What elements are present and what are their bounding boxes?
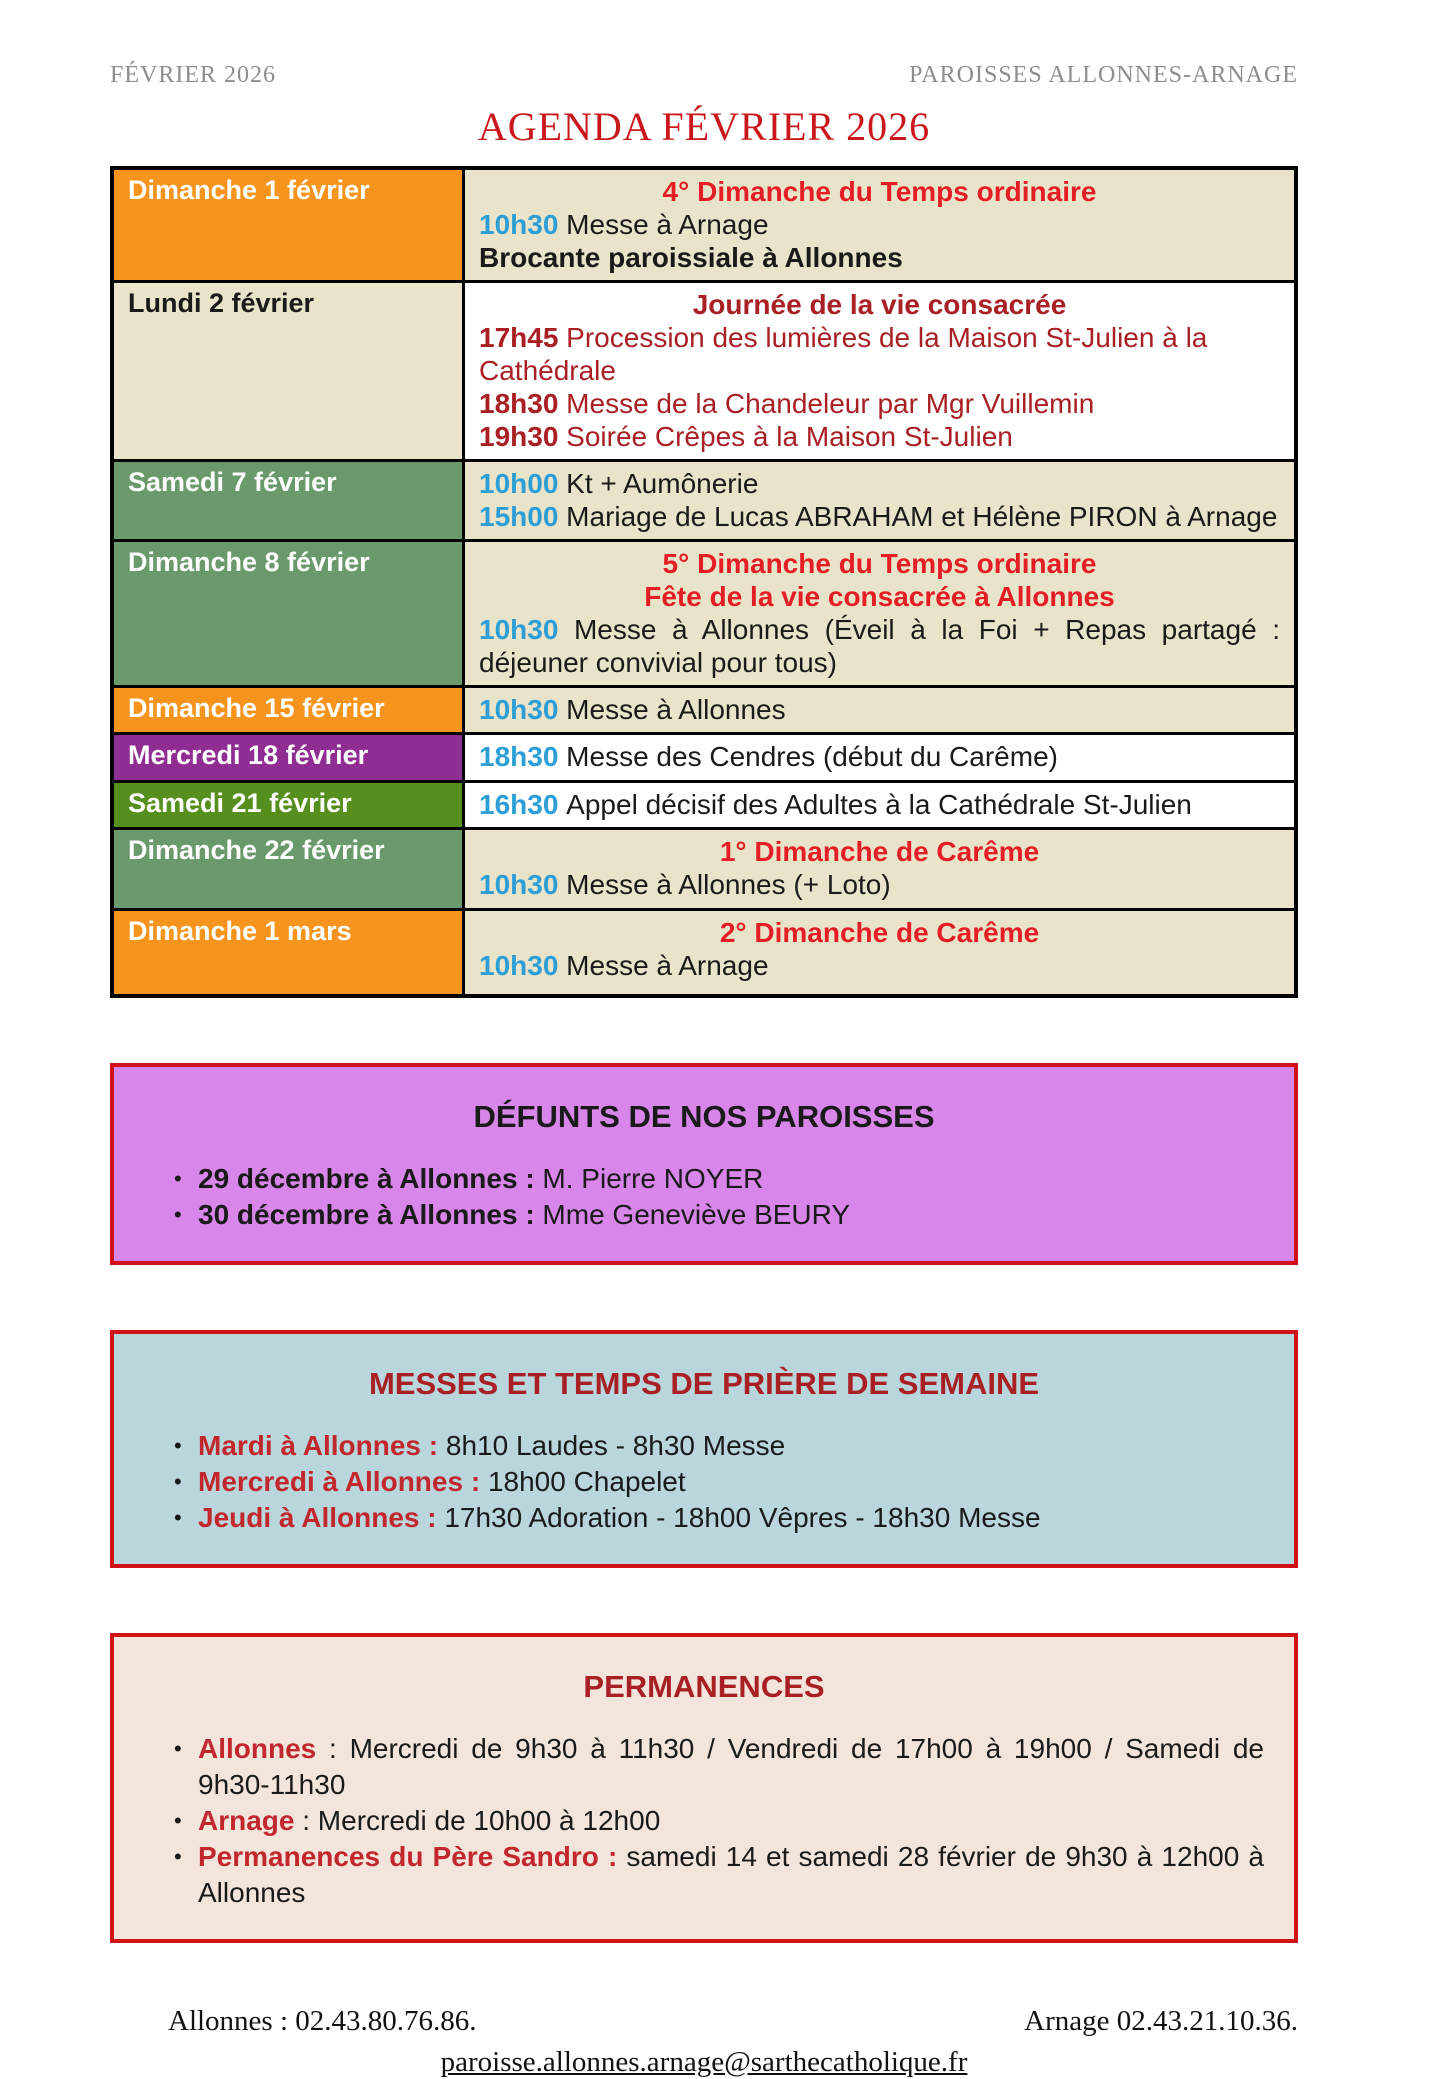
agenda-row xyxy=(112,910,1296,996)
text-segment: Soirée Crêpes à la Maison St-Julien xyxy=(566,421,1013,452)
agenda-date-cell: Mercredi 18 février xyxy=(112,734,464,782)
text-segment: Jeudi à Allonnes : xyxy=(198,1501,445,1533)
agenda-row xyxy=(112,168,1296,282)
agenda-line xyxy=(479,788,1280,821)
agenda-row xyxy=(112,687,1296,734)
agenda-date-cell: Dimanche 15 février xyxy=(112,687,464,734)
bullet-icon: • xyxy=(174,1432,182,1458)
info-box-title: MESSES ET TEMPS DE PRIÈRE DE SEMAINE xyxy=(368,1365,1040,1401)
text-segment: Allonnes xyxy=(198,1732,317,1764)
agenda-line xyxy=(479,420,1280,453)
page-header xyxy=(110,0,1298,89)
agenda-body-cell xyxy=(464,168,1297,282)
text-segment: Messe à Arnage xyxy=(566,950,769,981)
text-segment: Kt + Aumônerie xyxy=(566,468,759,499)
footer-phone-allonnes: Allonnes : 02.43.80.76.86. xyxy=(168,2004,477,2037)
header-parish-label: PAROISSES ALLONNES-ARNAGE xyxy=(909,62,1298,88)
agenda-body-cell xyxy=(464,541,1297,687)
agenda-line xyxy=(479,693,1280,726)
page-content xyxy=(110,0,1298,2079)
text-segment: Mercredi à Allonnes : xyxy=(198,1465,488,1497)
info-box-item xyxy=(170,1197,1264,1233)
agenda-row xyxy=(112,461,1296,541)
text-segment: 18h30 xyxy=(479,741,567,772)
footer-email-row xyxy=(110,2046,1298,2079)
text-segment: 19h30 xyxy=(479,421,567,452)
agenda-line xyxy=(479,613,1280,679)
agenda-line xyxy=(479,208,1280,241)
text-segment: Messe des Cendres (début du Carême) xyxy=(566,741,1058,772)
text-segment: Mariage de Lucas ABRAHAM et Hélène PIRON à Arnage xyxy=(566,501,1278,532)
info-box-item xyxy=(170,1500,1264,1536)
text-segment: Mme Geneviève BEURY xyxy=(542,1198,851,1230)
page-footer xyxy=(110,2005,1298,2079)
agenda-body-cell xyxy=(464,282,1297,461)
agenda-row xyxy=(112,282,1296,461)
text-segment: 17h45 xyxy=(479,322,567,353)
info-box-messes-semaine xyxy=(110,1330,1298,1568)
text-segment: 4° Dimanche du Temps ordinaire xyxy=(662,176,1097,207)
text-segment: Messe à Allonnes xyxy=(566,694,786,725)
info-box-item xyxy=(170,1731,1264,1803)
text-segment: 17h30 Adoration - 18h00 Vêpres - 18h30 Messe xyxy=(444,1501,1041,1533)
footer-phone-arnage: Arnage 02.43.21.10.36. xyxy=(1024,2004,1298,2037)
text-segment: Messe à Allonnes (Éveil à la Foi + Repas partagé : déjeuner convivial pour tous) xyxy=(479,614,1280,678)
agenda-line xyxy=(479,321,1280,387)
text-segment: 15h00 xyxy=(479,501,567,532)
text-segment: Fête de la vie consacrée à Allonnes xyxy=(644,581,1115,612)
agenda-line xyxy=(479,949,1280,982)
agenda-line xyxy=(479,547,1280,580)
info-box-item xyxy=(170,1803,1264,1839)
text-segment: Messe de la Chandeleur par Mgr Vuillemin xyxy=(566,388,1095,419)
bullet-icon: • xyxy=(174,1468,182,1494)
agenda-line xyxy=(479,835,1280,868)
bullet-icon: • xyxy=(174,1735,182,1761)
info-boxes xyxy=(110,1063,1298,1943)
agenda-line xyxy=(479,916,1280,949)
text-segment: 29 décembre à Allonnes : xyxy=(198,1162,543,1194)
text-segment: Arnage xyxy=(198,1804,295,1836)
footer-phones xyxy=(110,2005,1298,2038)
text-segment: Messe à Allonnes (+ Loto) xyxy=(566,869,891,900)
agenda-line xyxy=(479,500,1280,533)
agenda-line xyxy=(479,467,1280,500)
text-segment: Mardi à Allonnes : xyxy=(198,1429,446,1461)
agenda-line xyxy=(479,387,1280,420)
text-segment: 2° Dimanche de Carême xyxy=(719,917,1040,948)
bullet-icon: • xyxy=(174,1201,182,1227)
text-segment: 10h30 xyxy=(479,209,567,240)
bullet-icon: • xyxy=(174,1165,182,1191)
text-segment: Messe à Arnage xyxy=(566,209,769,240)
agenda-body-cell xyxy=(464,910,1297,996)
agenda-body-cell xyxy=(464,461,1297,541)
text-segment: samedi 14 et samedi 28 février de 9h30 à 12h00 à Allonnes xyxy=(198,1840,1264,1908)
bullet-icon: • xyxy=(174,1504,182,1530)
info-box-permanences xyxy=(110,1633,1298,1943)
text-segment: 18h30 xyxy=(479,388,567,419)
agenda-date-cell: Dimanche 8 février xyxy=(112,541,464,687)
agenda-body-cell xyxy=(464,829,1297,910)
text-segment: : Mercredi de 10h00 à 12h00 xyxy=(294,1804,661,1836)
text-segment: 10h30 xyxy=(479,614,574,645)
header-month-label: FÉVRIER 2026 xyxy=(110,62,277,88)
agenda-line xyxy=(479,175,1280,208)
info-box-list xyxy=(114,1731,1264,1911)
agenda-body-cell xyxy=(464,782,1297,829)
agenda-date-cell: Samedi 7 février xyxy=(112,461,464,541)
text-segment: Permanences du Père Sandro : xyxy=(198,1840,627,1872)
text-segment: 18h00 Chapelet xyxy=(487,1465,686,1497)
agenda-line xyxy=(479,580,1280,613)
agenda-table xyxy=(110,166,1298,998)
agenda-row xyxy=(112,541,1296,687)
text-segment: M. Pierre NOYER xyxy=(542,1162,764,1194)
agenda-date-cell: Lundi 2 février xyxy=(112,282,464,461)
text-segment: 10h00 xyxy=(479,468,567,499)
agenda-date-cell: Samedi 21 février xyxy=(112,782,464,829)
agenda-body-cell xyxy=(464,687,1297,734)
info-box-list xyxy=(114,1428,1264,1536)
text-segment: 16h30 xyxy=(479,789,567,820)
info-box-title: PERMANENCES xyxy=(583,1668,825,1704)
text-segment: 8h10 Laudes - 8h30 Messe xyxy=(445,1429,786,1461)
text-segment: Brocante paroissiale à Allonnes xyxy=(479,242,903,273)
agenda-row xyxy=(112,734,1296,782)
text-segment: 10h30 xyxy=(479,694,567,725)
text-segment: Appel décisif des Adultes à la Cathédrale St-Julien xyxy=(566,789,1192,820)
info-box-list xyxy=(114,1161,1264,1233)
agenda-row xyxy=(112,782,1296,829)
email-link[interactable]: paroisse.allonnes.arnage@sarthecatholique.fr xyxy=(440,2045,968,2078)
agenda-date-cell: Dimanche 22 février xyxy=(112,829,464,910)
text-segment: 10h30 xyxy=(479,950,567,981)
info-box-item xyxy=(170,1464,1264,1500)
agenda-line xyxy=(479,868,1280,901)
agenda-row xyxy=(112,829,1296,910)
agenda-table-body xyxy=(112,168,1296,996)
text-segment: 30 décembre à Allonnes : xyxy=(198,1198,543,1230)
page-title: AGENDA FÉVRIER 2026 xyxy=(477,104,931,149)
agenda-date-cell: Dimanche 1 mars xyxy=(112,910,464,996)
agenda-body-cell xyxy=(464,734,1297,782)
text-segment: Procession des lumières de la Maison St-Julien à la Cathédrale xyxy=(479,322,1208,386)
bullet-icon: • xyxy=(174,1843,182,1869)
agenda-line xyxy=(479,241,1280,274)
text-segment: 10h30 xyxy=(479,869,567,900)
info-box-defunts xyxy=(110,1063,1298,1265)
info-box-title: DÉFUNTS DE NOS PAROISSES xyxy=(473,1098,935,1134)
text-segment: 1° Dimanche de Carême xyxy=(719,836,1040,867)
agenda-line xyxy=(479,288,1280,321)
agenda-line xyxy=(479,740,1280,773)
agenda-date-cell: Dimanche 1 février xyxy=(112,168,464,282)
text-segment: : Mercredi de 9h30 à 11h30 / Vendredi de 17h00 à 19h00 / Samedi de 9h30-11h30 xyxy=(198,1732,1264,1800)
info-box-item xyxy=(170,1839,1264,1911)
text-segment: 5° Dimanche du Temps ordinaire xyxy=(662,548,1097,579)
info-box-item xyxy=(170,1428,1264,1464)
text-segment: Journée de la vie consacrée xyxy=(692,289,1067,320)
bullet-icon: • xyxy=(174,1807,182,1833)
info-box-item xyxy=(170,1161,1264,1197)
